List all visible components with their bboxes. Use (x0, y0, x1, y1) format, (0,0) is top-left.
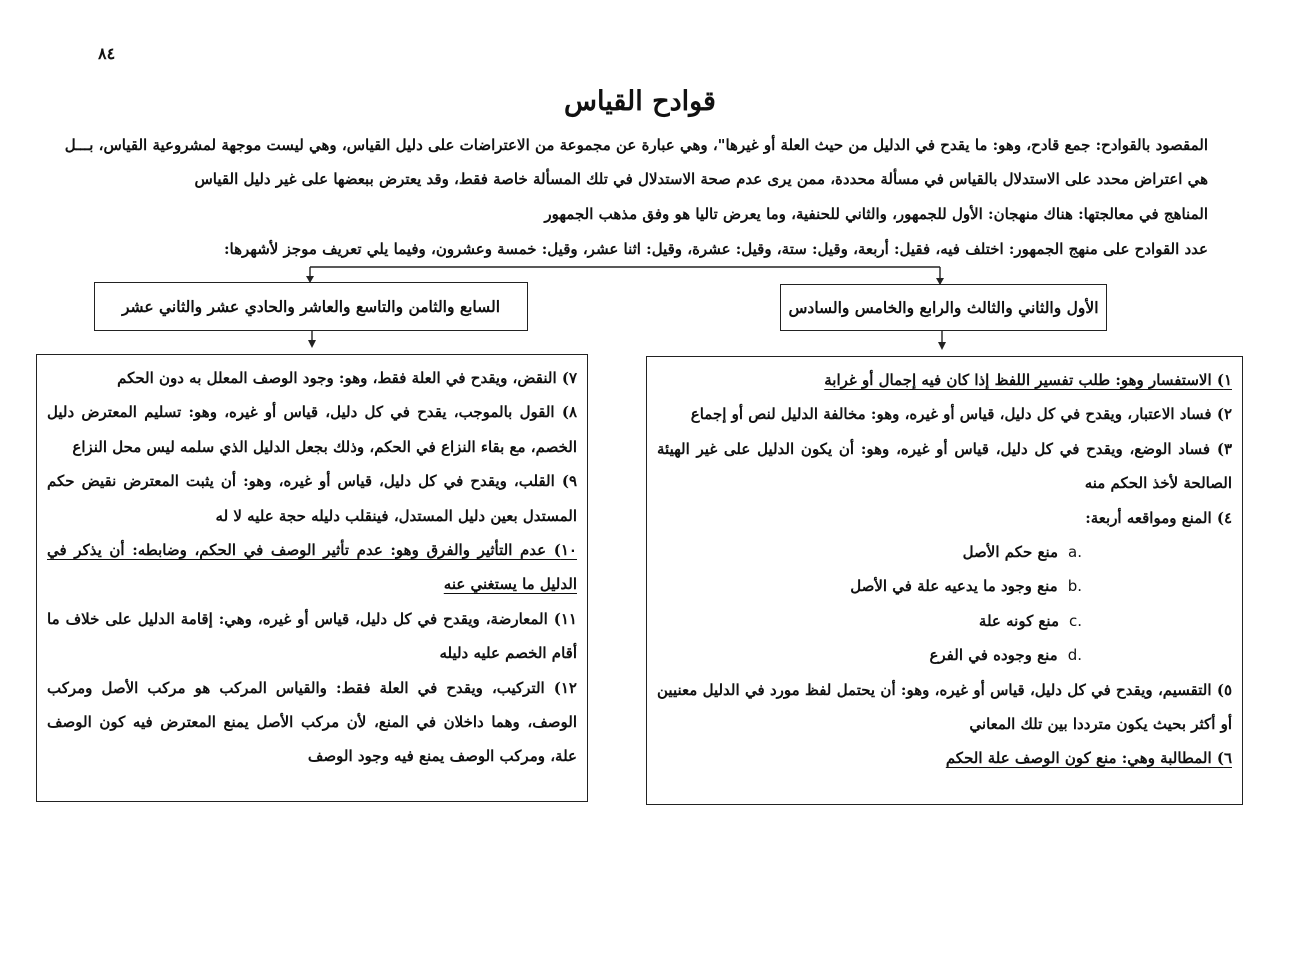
intro-methods-line: المناهج في معالجتها: هناك منهجان: الأول للجمهور، والثاني للحنفية، وما يعرض تاليا هو وفق مذهب الجمهور (544, 205, 1208, 223)
sub-item-b (657, 569, 1232, 603)
left-group-header-text: السابع والثامن والتاسع والعاشر والحادي عشر والثاني عشر (121, 297, 501, 316)
item-1-text: ١) الاستفسار وهو: طلب تفسير اللفظ إذا كان فيه إجمال أو غرابة (824, 371, 1232, 389)
page-number: ٨٤ (98, 44, 116, 63)
left-group-header (94, 282, 528, 331)
item-12-tarkib: ١٢) التركيب، ويقدح في العلة فقط: والقياس المركب هو مركب الأصل ومركب الوصف، وهما داخلان في المنع، لأن مركب الأصل يمنع المعترض فيه كون الوصف علة، ومركب الوصف يمنع فيه وجود الوصف (47, 678, 577, 766)
item-11-muarada: ١١) المعارضة، ويقدح في كل دليل، قياس أو غيره، وهي: إقامة الدليل على خلاف ما أقام الخصم عليه دليله (47, 609, 577, 663)
sub-item-b-letter: b. (1067, 577, 1082, 596)
intro-definition-line-2: هي اعتراض محدد على الاستدلال بالقياس في مسألة محددة، ممن يرى عدم صحة الاستدلال في تلك المسألة خاصة فقط، وقد يعترض ببعضها على غير دليل القياس (194, 170, 1208, 188)
sub-item-d-text: منع وجوده في الفرع (929, 646, 1058, 665)
intro-count-line: عدد القوادح على منهج الجمهور: اختلف فيه، فقيل: أربعة، وقيل: ستة، وقيل: عشرة، وقيل: اثنا عشر، وقيل: خمسة وعشرون، وفيما يلي تعريف موجز لأشهرها: (224, 240, 1208, 258)
item-10-adam-tathir: ١٠) عدم التأثير والفرق وهو: عدم تأثير الوصف في الحكم، وضابطه: أن يذكر في الدليل ما يستغني عنه (47, 541, 577, 594)
right-group-header-text: الأول والثاني والثالث والرابع والخامس والسادس (788, 298, 1099, 317)
item-8-qawl-bil-mujib: ٨) القول بالموجب، يقدح في كل دليل، قياس أو غيره، وهو: تسليم المعترض دليل الخصم، مع بقاء النزاع في الحكم، وذلك بجعل الدليل الذي سلمه ليس محل النزاع (47, 403, 577, 456)
sub-item-c (657, 604, 1232, 638)
sub-item-c-text: منع كونه علة (978, 611, 1059, 630)
sub-item-a-letter: a. (1068, 543, 1082, 562)
item-7-naqd: ٧) النقض، ويقدح في العلة فقط، وهو: وجود الوصف المعلل به دون الحكم (117, 369, 577, 387)
sub-item-a (657, 535, 1232, 569)
arrow-left-box (308, 340, 316, 348)
intro-definition-line-1: المقصود بالقوادح: جمع قادح، وهو: ما يقدح في الدليل من حيث العلة أو غيرها"، وهي عبارة عن مجموعة من الاعتراضات على دليل القياس، وهي ليست موجهة لمشروعية القياس، بـــل (64, 136, 1208, 154)
right-group-header (780, 284, 1107, 331)
sub-item-a-text: منع حكم الأصل (962, 543, 1059, 562)
item-9-qalb: ٩) القلب، ويقدح في كل دليل، قياس أو غيره، وهو: أن يثبت المعترض نقيض حكم المستدل بعين دليل المستدل، فينقلب دليله حجة عليه لا له (47, 472, 577, 525)
arrow-right-box (938, 342, 946, 350)
item-6-mutalaba (657, 741, 1232, 775)
item-4-man: ٤) المنع ومواقعه أربعة: (1085, 508, 1232, 527)
left-content-box (36, 354, 588, 802)
page-title: قوادح القياس (564, 86, 716, 117)
sub-item-b-text: منع وجود ما يدعيه علة في الأصل (850, 577, 1058, 596)
item-6-text: ٦) المطالبة وهي: منع كون الوصف علة الحكم (945, 749, 1232, 768)
right-content-box (646, 356, 1243, 805)
sub-item-d (657, 638, 1232, 672)
item-3-fasad-wad: ٣) فساد الوضع، ويقدح في كل دليل، قياس أو غيره، وهو: أن يكون الدليل على غير الهيئة الصالحة لأخذ الحكم منه (657, 439, 1232, 493)
item-1-istifsar (657, 363, 1232, 397)
item-5-taqsim: ٥) التقسيم، ويقدح في كل دليل، قياس أو غيره، وهو: أن يحتمل لفظ مورد في الدليل معنيين أو أكثر بحيث يكون مترددا بين تلك المعاني (657, 680, 1232, 734)
item-2-fasad-itibar: ٢) فساد الاعتبار، ويقدح في كل دليل، قياس أو غيره، وهو: مخالفة الدليل لنص أو إجماع (690, 405, 1232, 424)
sub-item-c-letter: c. (1068, 611, 1082, 630)
sub-item-d-letter: d. (1067, 646, 1082, 665)
